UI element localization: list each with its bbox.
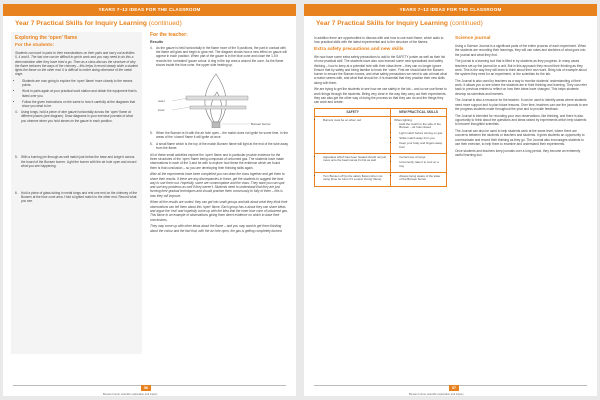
page-number: 56 xyxy=(141,385,151,391)
page-number: 57 xyxy=(449,385,459,391)
instructions-list xyxy=(15,79,138,108)
page-band: YEARS 7–12 IDEAS FOR THE CLASSROOM xyxy=(3,4,296,16)
body-paragraph: Using a Science Journal is a significant parts of the entire process of each experiment. When the students are recording their learnings, they will use notes and sketches of what goes into the journal and what they find. xyxy=(455,44,587,57)
diagram-label: outer xyxy=(158,98,165,103)
burner-chimney xyxy=(212,122,220,128)
body-paragraph: We are trying to get the students to see how we use safety in the lab – and so we use these to work things through the students. Being very clear in the way they carry out their experiments, they can also get the other way of doing the process so that they can do and the things they can work and create. xyxy=(314,87,447,105)
body-paragraph: We now have some extra safety precautions to add to the SAFETY poster as well as their list of new practical skill. The students have also now learned some new specialised and safety thinking – how to keep at a potential hole with their class there – they can no longer ignore. Ensure that by safety and being familiar to know the ‘rules’. First we should take the Bunsen burner to ensure the Bunsen knows, and what safety precautions we need to ask at least what a match seems with, and what that should be. It is essential that they practise their new skills along with them. xyxy=(314,54,447,85)
body-paragraph: In addition there are opportunities to discuss with and how to use each flame, which adds to how practical skills with the latest experimental and to the structure of the flames. xyxy=(314,36,444,45)
step-item: 5. When the Bunsen is lit with the air hole open – the match does not ignite for some time. In the areas of the ‘closed’ flame it will ignite at once. xyxy=(150,130,289,139)
title-text: Year 7 Practical Skills for Inquiry Learning xyxy=(316,20,448,27)
flame-diagram xyxy=(150,70,288,128)
table-cell: • Apparatus which has been heated should not just move onto the heat mat as it’s hot as well xyxy=(315,153,391,172)
journal-subhead: Science journal xyxy=(455,36,491,41)
body-paragraph: The Journal is intended for recording your own observations, like thinking, and there is also opportunity to think about the questions and ideas raised by experiments which help students to become thoughtful scientists. xyxy=(455,113,587,127)
body-paragraph: The journal is a learning tool that is filled in by students as they progress. In many cases teachers set up the journal for a unit. But in this approach they record their thinking as they work. This is the way they will learn to think about their own work. Bring lots of example about the system they need for an experiment, or the scientists for the lab. xyxy=(455,59,587,77)
body-paragraph: They may come up with other ideas about the flame – and you may want to get them thinking about the colour and the fact that, with the air hole open, the gas is getting completely burned. xyxy=(150,224,283,233)
body-paragraph: When all the results are sorted, they can get into small groups and talk about what they think their observations can tell them about this ‘open’ flame. Each group has a about they can share ideas and argue the ‘real’ and hopefully come up with the idea that the inner blue cone of unburned gas. This flame in an example of observations giving them direct evidence on which to base their conclusions. xyxy=(150,200,288,222)
gauze-shape xyxy=(186,96,248,100)
table-cell: • Correct use of tongs • Uncorrectly, take it to cool on a tray xyxy=(391,153,447,172)
body-paragraph: After all the experiments have been completed you can draw the class together and get them to share their results. If there are any discrepancies in these, get the students to suggest the best way to sort them out. Hopefully, some are commonplace and the class. They want you can spot and sort any problems as well if they weren’t. Students need to understand that they are just forming their gradual techniques and should practise them consciously to fully of them – this is how they will improve. xyxy=(150,172,285,198)
body-paragraph: The Journal is also a resource for the teacher. It can be used to identify areas where students need more support and to plan future lessons. Over time, teachers can use the journals to see the progress students make throughout the year and to provide feedback. xyxy=(455,98,588,112)
table-row xyxy=(315,172,447,186)
safety-subhead: Extra safety precautions and new skills xyxy=(314,46,404,52)
step-item: 6. Hold a piece of glass tubing in metal tongs and rest one end on the chimney of the Bunsen at the blue cone area. Hold a lighted match to the other end. Record what you see. xyxy=(15,190,138,204)
table-row xyxy=(315,117,447,154)
right-page xyxy=(304,4,597,396)
list-item: • Students are now going to explore the ‘open’ flame’ more closely to the means points. xyxy=(22,79,138,88)
table-header: NEW PRACTICAL SKILLS xyxy=(391,108,447,117)
footer-text: Bunsen burner scientific exploration and inquiry xyxy=(103,393,158,396)
diagram-label: Bunsen burner xyxy=(251,121,271,126)
page-title xyxy=(15,20,286,27)
title-continued: (continued) xyxy=(148,20,182,27)
teacher-heading: For the teacher: xyxy=(150,32,188,38)
safety-table xyxy=(314,108,447,187)
left-page xyxy=(3,4,296,396)
step-item: 4. As the gauze is held horizontally in the flame more of the 5 positions, the part in contact with the flame will glow and begin to glow red. The diagram shows how a new effect on gauze will appear in each position. When part of the gauze is in the blue cone and close the 1.5 it records the ‘unheated’ gauze colour. A ring in the top area a around the cone. As the flame shows inside the blue cone, the upper side heating up. xyxy=(150,45,287,67)
table-cell: When lighting: • Hold the match to the side of the Bunsen – air hole closed • Light match before turning on gas • Strike match away from you • Keep your body and fingers away from xyxy=(391,117,447,154)
body-paragraph: All of these small activities explore the ‘open’ flame and in particular provide evidence for the three structures of the ‘open’ flame being composed of unburned gas. The students have made observations in each of the 3 and be with to explore how these the evidence which we found them is that conclusion – so you are developing their thinking skills again. xyxy=(150,152,284,170)
intro-paragraph: Students can work in pairs to their examinations on their pairs and carry out activities 5, 4 and 6. The last one can be difficult to get to work and you may need to do this a demonstration after they have tried a go. Then as a class discuss the structure of why the flame behaves the ways of the chimney – this helps it record steady while a student lights the flame on the other end. It is difficult to notice doing otherwise of the metal ringe. xyxy=(15,51,138,77)
page-title xyxy=(316,20,587,27)
students-column xyxy=(11,32,142,354)
results-heading: Results xyxy=(150,40,163,44)
title-continued: (continued) xyxy=(449,20,483,27)
gauze-shape xyxy=(190,106,246,109)
step-item: 6. A small flame which is the top of the match Bunsen flame will light at the end of the tube away from the flame. xyxy=(150,141,288,150)
table-row xyxy=(315,153,447,172)
table-cell: • Turn Bunsen off (to the safety flame) when not using (time for turns if it a used ‘strong’ flame) xyxy=(315,172,391,186)
body-paragraph: The Journal can also be used to help students work at the same level, where there are concerns between the students or teachers and students. It gives students an opportunity to communicate and record their thinking as they go. The Journal also encourages students to use their exercise, to help them to examine and understand their experiments. xyxy=(455,129,585,146)
diagram-label: inner xyxy=(158,107,165,112)
list-item: • Follow the given instructions on the same to how it carefully at the diagrams that show you what to be. xyxy=(22,100,138,109)
safety-column xyxy=(314,36,447,190)
step-item: 5. With a burning pin through as well match just below the base and lodge it across the board of the Bunsen burner. Light the burner with the air hole open and record what you see happening. xyxy=(15,155,137,169)
title-text: Year 7 Practical Skills for Inquiry Learning xyxy=(15,20,147,27)
flame-diagram-svg xyxy=(150,70,288,128)
section-subhead: Exploring the ‘open’ flame xyxy=(15,35,78,41)
teacher-column xyxy=(150,32,288,235)
step-item: 4. Using tongs, hold a piece of wire gauze horizontally across the ‘open’ flame at different places (see diagram). Draw diagrams in your exercise journals of what you observe when you hold steam on the gauze in each position. xyxy=(15,110,133,123)
body-paragraph: Once students and teachers keep journals over a long period, they become an extremely useful learning tool. xyxy=(455,148,581,157)
page-band: YEARS 7–12 IDEAS FOR THE CLASSROOM xyxy=(304,4,597,16)
table-header: SAFETY xyxy=(315,108,391,117)
table-cell: • Always being aware of the state of the Bunsen burner xyxy=(391,172,447,186)
footer-text: Bunsen burner scientific exploration and inquiry xyxy=(409,393,464,396)
list-item: • Work in pairs again at your practical work station and obtain the equipment that is listed over you. xyxy=(22,89,138,98)
body-paragraph: The Journal is also used by teachers as a way to monitor students’ understanding of their work. It allows you to see where the students are in their thinking and learning. They can refer back to previous entries to reflect on how their ideas have changed. This helps students develop as scientists and learners. xyxy=(455,78,587,96)
table-cell: • Burners must be on when red xyxy=(315,117,391,154)
journal-column xyxy=(455,36,589,160)
students-heading: For the students: xyxy=(15,43,55,48)
